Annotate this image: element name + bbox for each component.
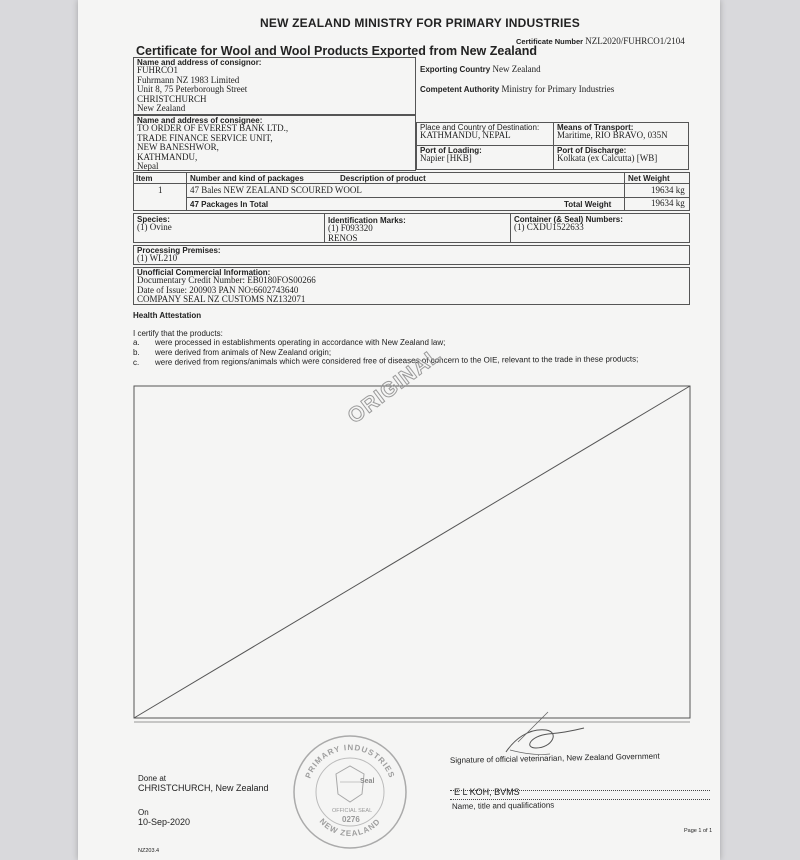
table-row-item: 1 — [158, 185, 163, 195]
commercial-line: Documentary Credit Number: EB0180FOS00266 — [137, 275, 316, 285]
seal-bottom-text: NEW ZEALAND — [317, 816, 383, 839]
item-header: Item — [136, 174, 153, 183]
destination-value: KATHMANDU, NEPAL — [420, 130, 511, 140]
on-date: 10-Sep-2020 — [138, 817, 191, 827]
ministry-title: NEW ZEALAND MINISTRY FOR PRIMARY INDUSTRIES — [260, 16, 580, 30]
health-heading: Health Attestation — [133, 311, 202, 320]
signature-label: Signature of official veterinarian, New Zealand Government — [449, 751, 660, 765]
commercial-line: COMPANY SEAL NZ CUSTOMS NZ132071 — [137, 294, 306, 304]
total-weight-value: 19634 kg — [651, 198, 685, 208]
consignor-line: FUHRCO1 — [137, 65, 179, 75]
identification-label: Identification Marks: — [328, 216, 406, 225]
discharge-value: Kolkata (ex Calcutta) [WB] — [557, 153, 658, 163]
table-row-description: 47 Bales NEW ZEALAND SCOURED WOOL — [190, 185, 362, 195]
consignee-label: Name and address of consignee: — [137, 116, 263, 125]
health-item-letter: a. — [133, 338, 140, 347]
total-packages: 47 Packages In Total — [190, 200, 269, 209]
original-watermark: ORIGINAL — [343, 343, 446, 429]
identification-line: RENOS — [328, 232, 358, 243]
form-code: NZ203.4 — [138, 848, 160, 854]
consignor-line: Unit 8, 75 Peterborough Street — [137, 84, 248, 94]
consignor-line: Fuhrmann NZ 1983 Limited — [137, 74, 240, 85]
exporting-country-value: New Zealand — [492, 64, 541, 74]
destination-label: Place and Country of Destination: — [420, 123, 540, 132]
done-at-value: CHRISTCHURCH, New Zealand — [138, 783, 269, 793]
consignor-line: New Zealand — [137, 103, 186, 113]
species-label: Species: — [137, 215, 170, 224]
exporting-country-label: Exporting Country — [420, 65, 491, 74]
health-item-letter: b. — [133, 348, 140, 357]
health-intro: I certify that the products: — [133, 329, 223, 338]
competent-authority-value: Ministry for Primary Industries — [501, 84, 615, 94]
consignee-line: TO ORDER OF EVEREST BANK LTD., — [137, 123, 289, 133]
description-header: Description of product — [340, 174, 426, 183]
vet-name: E L KOH, BVMS — [454, 787, 520, 797]
on-label: On — [138, 808, 149, 817]
table-row-weight: 19634 kg — [651, 185, 685, 195]
name-title-label: Name, title and qualifications — [451, 800, 555, 811]
seal-top-text: PRIMARY INDUSTRIES — [303, 742, 397, 780]
health-item-text: were derived from animals of New Zealand origin; — [155, 348, 332, 357]
total-weight-label: Total Weight — [564, 200, 612, 209]
premises-label: Processing Premises: — [137, 246, 221, 255]
consignor-line: CHRISTCHURCH — [137, 93, 207, 104]
discharge-label: Port of Discharge: — [557, 146, 627, 155]
loading-label: Port of Loading: — [420, 146, 482, 155]
transport-value: Maritime, RIO BRAVO, 035N — [557, 130, 668, 140]
species-value: (1) Ovine — [137, 222, 172, 232]
consignee-line: TRADE FINANCE SERVICE UNIT, — [137, 132, 273, 143]
certificate-number-label: Certificate Number — [516, 37, 584, 46]
transport-label: Means of Transport: — [557, 123, 634, 132]
health-item-letter: c. — [132, 357, 140, 367]
seal-center-text: Seal — [360, 778, 375, 785]
container-value: (1) CXDU1522633 — [514, 222, 584, 232]
competent-authority-label: Competent Authority — [420, 85, 500, 94]
certificate-page — [78, 0, 720, 860]
signature-mark — [78, 0, 720, 860]
consignee-line: Nepal — [137, 161, 159, 171]
consignee-line: NEW BANESHWOR, — [137, 142, 219, 152]
commercial-label: Unofficial Commercial Information: — [137, 268, 271, 277]
packages-header: Number and kind of packages — [190, 174, 304, 183]
identification-line: (1) F093320 — [328, 223, 373, 233]
commercial-line: Date of Issue: 200903 PAN NO:6602743640 — [137, 284, 299, 295]
container-label: Container (& Seal) Numbers: — [514, 215, 623, 224]
seal-official-text: OFFICIAL SEAL — [332, 808, 373, 814]
loading-value: Napier [HKB] — [420, 153, 472, 163]
certificate-title: Certificate for Wool and Wool Products Exported from New Zealand — [136, 44, 537, 58]
certificate-number-value: NZL2020/FUHRCO1/2104 — [585, 36, 685, 46]
consignor-label: Name and address of consignor: — [137, 58, 262, 67]
done-at-label: Done at — [138, 774, 167, 783]
consignee-line: KATHMANDU, — [137, 151, 198, 162]
seal-number: 0276 — [342, 815, 360, 824]
net-weight-header: Net Weight — [628, 174, 670, 183]
premises-value: (1) WL210 — [137, 253, 178, 263]
health-item-text: were derived from regions/animals which were considered free of diseases of concern to the OIE, relevant to the trade in these products; — [154, 354, 639, 367]
page-number: Page 1 of 1 — [684, 828, 713, 834]
health-item-text: were processed in establishments operating in accordance with New Zealand law; — [155, 338, 446, 347]
